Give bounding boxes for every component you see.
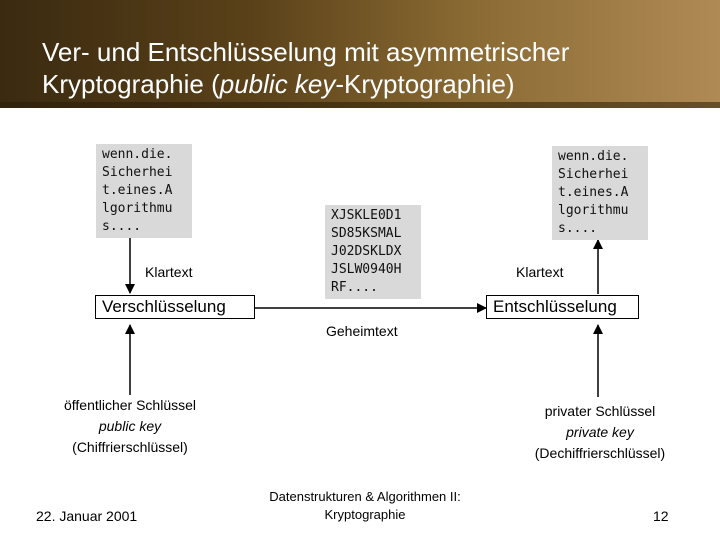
footer-page-number: 12: [653, 508, 669, 524]
footer-course-line-2: Kryptographie: [324, 507, 406, 522]
footer-date: 22. Januar 2001: [36, 508, 138, 524]
footer-course-line-1: Datenstrukturen & Algorithmen II:: [269, 489, 461, 504]
public-key-line-3: (Chiffrierschlüssel): [72, 439, 188, 455]
public-key-caption: [40, 395, 220, 458]
footer-course: [240, 488, 490, 524]
ciphertext-box: XJSKLE0D1 SD85KSMAL J02DSKLDX JSLW0940H RF....: [325, 205, 421, 299]
public-key-line-2: public key: [98, 418, 162, 434]
private-key-line-1: privater Schlüssel: [544, 403, 656, 419]
private-key-line-2: private key: [566, 424, 634, 440]
title-line-1: Ver- und Entschlüsselung mit asymmetrischer: [42, 37, 570, 67]
private-key-line-3: (Dechiffrierschlüssel): [534, 445, 666, 461]
title-line-2-emphasis: public key: [219, 69, 336, 99]
title-line-2-a: Kryptographie (: [42, 69, 220, 99]
encryption-box: Verschlüsselung: [95, 295, 255, 319]
plaintext-box-left: wenn.die. Sicherhei t.eines.A lgorithmu s....: [96, 144, 192, 238]
plaintext-label-left: Klartext: [145, 264, 193, 280]
decryption-box: Entschlüsselung: [486, 295, 639, 319]
plaintext-box-right: wenn.die. Sicherhei t.eines.A lgorithmu s....: [552, 146, 648, 240]
plaintext-label-right: Klartext: [516, 264, 564, 280]
public-key-line-1: öffentlicher Schlüssel: [63, 397, 197, 413]
private-key-caption: [510, 401, 690, 464]
title-line-2-b: -Kryptographie): [335, 69, 515, 99]
ciphertext-label: Geheimtext: [326, 323, 398, 339]
